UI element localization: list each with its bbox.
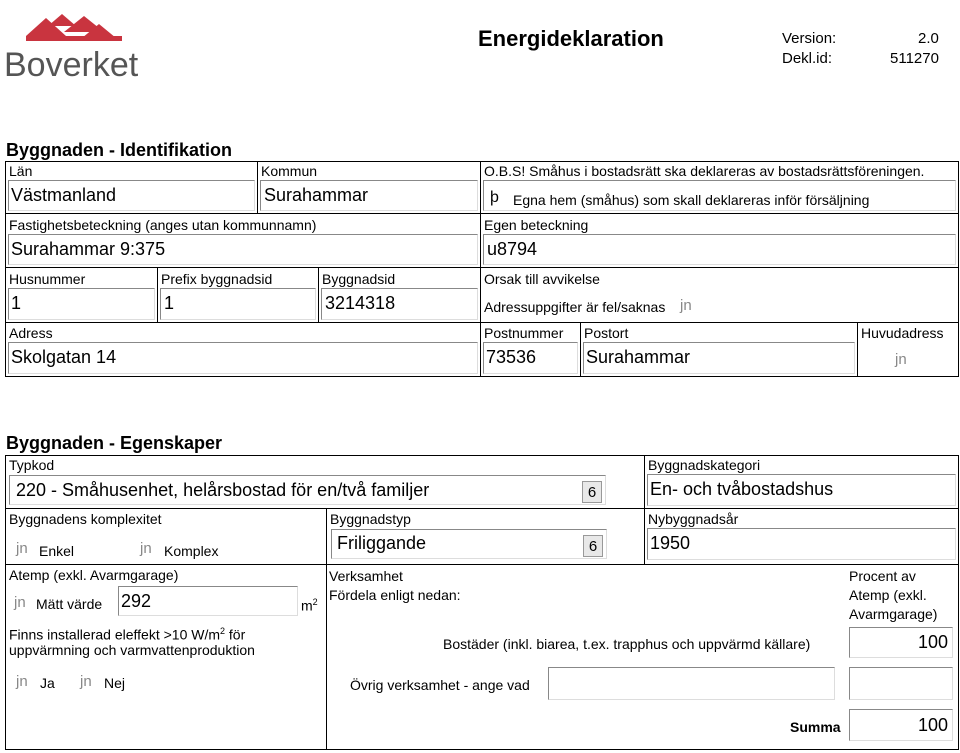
lan-value: Västmanland bbox=[11, 185, 117, 205]
husnummer-value: 1 bbox=[11, 293, 22, 313]
komplex-radio-icon[interactable]: jn bbox=[140, 540, 152, 557]
adress-value: Skolgatan 14 bbox=[11, 347, 117, 367]
nybyggnadsar-field[interactable] bbox=[647, 528, 956, 560]
matt-varde-label: Mätt värde bbox=[36, 596, 103, 612]
byggnadsid-value: 3214318 bbox=[325, 293, 396, 313]
egna-hem-checkbox-icon[interactable]: þ bbox=[490, 189, 499, 206]
egen-beteckning-label: Egen beteckning bbox=[484, 217, 589, 233]
deklid-label: Dekl.id: bbox=[782, 50, 833, 67]
enkel-label: Enkel bbox=[39, 543, 75, 559]
typkod-label: Typkod bbox=[9, 457, 55, 473]
lan-label: Län bbox=[9, 163, 33, 179]
eleffekt-line2: uppvärmning och varmvattenproduktion bbox=[9, 642, 255, 658]
ovrig-verksamhet-field[interactable] bbox=[548, 667, 835, 700]
postnummer-value: 73536 bbox=[486, 347, 537, 367]
procent-line2: Atemp (exkl. bbox=[849, 587, 927, 603]
typkod-value: 220 - Småhusenhet, helårsbostad för en/två familjer bbox=[16, 480, 430, 500]
boverket-logo bbox=[4, 4, 154, 84]
summa-value: 100 bbox=[918, 715, 949, 735]
matt-varde-radio-icon[interactable]: jn bbox=[14, 594, 26, 611]
byggnadstyp-label: Byggnadstyp bbox=[330, 511, 411, 527]
kommun-label: Kommun bbox=[261, 163, 318, 179]
ovrig-percent-field[interactable] bbox=[849, 667, 953, 700]
fordela-label: Fördela enligt nedan: bbox=[329, 587, 461, 603]
komplexitet-label: Byggnadens komplexitet bbox=[9, 511, 162, 527]
eleffekt-line1: Finns installerad eleffekt >10 $W/m^2$ för bbox=[9, 626, 246, 643]
nybyggnadsar-label: Nybyggnadsår bbox=[648, 511, 739, 527]
enkel-radio-icon[interactable]: jn bbox=[16, 540, 28, 557]
egen-beteckning-field[interactable] bbox=[483, 234, 956, 265]
kategori-label: Byggnadskategori bbox=[648, 457, 761, 473]
nej-radio-icon[interactable]: jn bbox=[80, 673, 92, 690]
identifikation-title: Byggnaden - Identifikation bbox=[6, 140, 233, 160]
typkod-dropdown-icon[interactable]: 6 bbox=[582, 481, 602, 503]
byggnadsid-label: Byggnadsid bbox=[322, 271, 396, 287]
prefix-value: 1 bbox=[164, 293, 175, 313]
huvudadress-label: Huvudadress bbox=[861, 325, 944, 341]
prefix-label: Prefix byggnadsid bbox=[161, 271, 273, 287]
adress-label: Adress bbox=[9, 325, 53, 341]
bostader-percent-value: 100 bbox=[918, 632, 949, 652]
logo-text: Boverket bbox=[4, 46, 139, 84]
kategori-value: En- och tvåbostadshus bbox=[650, 479, 834, 499]
egna-hem-text: Egna hem (småhus) som skall deklareras inför försäljning bbox=[513, 192, 870, 208]
husnummer-label: Husnummer bbox=[9, 271, 86, 287]
kommun-value: Surahammar bbox=[264, 185, 369, 205]
postort-value: Surahammar bbox=[586, 347, 691, 367]
orsak-label: Orsak till avvikelse bbox=[484, 271, 600, 287]
postnummer-label: Postnummer bbox=[484, 325, 564, 341]
version-label: Version: bbox=[782, 30, 837, 47]
obs-text: O.B.S! Småhus i bostadsrätt ska deklareras av bostadsrättsföreningen. bbox=[484, 163, 925, 179]
egen-beteckning-value: u8794 bbox=[487, 239, 538, 259]
nybyggnadsar-value: 1950 bbox=[650, 533, 691, 553]
summa-label: Summa bbox=[790, 719, 841, 735]
procent-line3: Avarmgarage) bbox=[849, 606, 938, 622]
ja-label: Ja bbox=[40, 675, 55, 691]
prefix-field[interactable] bbox=[160, 288, 316, 320]
fastighet-label: Fastighetsbeteckning (anges utan kommunnamn) bbox=[9, 217, 317, 233]
nej-label: Nej bbox=[104, 675, 126, 691]
ja-radio-icon[interactable]: jn bbox=[16, 673, 28, 690]
procent-line1: Procent av bbox=[849, 568, 916, 584]
byggnadstyp-dropdown-icon[interactable]: 6 bbox=[583, 535, 603, 557]
husnummer-field[interactable] bbox=[8, 288, 155, 320]
atemp-unit: $m^2$ bbox=[301, 597, 318, 614]
deklid-value: 511270 bbox=[890, 50, 939, 67]
page-title: Energideklaration bbox=[478, 26, 664, 51]
byggnadstyp-value: Friliggande bbox=[337, 533, 427, 553]
fastighet-value: Surahammar 9:375 bbox=[11, 239, 166, 259]
ovrig-label: Övrig verksamhet - ange vad bbox=[350, 677, 530, 693]
orsak-checkbox-icon[interactable]: jn bbox=[680, 297, 692, 314]
huvudadress-checkbox-icon[interactable]: jn bbox=[895, 351, 907, 368]
komplex-label: Komplex bbox=[164, 543, 219, 559]
verksamhet-label: Verksamhet bbox=[329, 568, 403, 584]
egenskaper-title: Byggnaden - Egenskaper bbox=[6, 433, 223, 453]
version-value: 2.0 bbox=[918, 30, 939, 47]
atemp-value: 292 bbox=[121, 591, 152, 611]
atemp-label: Atemp (exkl. Avarmgarage) bbox=[9, 567, 179, 583]
postort-label: Postort bbox=[584, 325, 629, 341]
bostader-label: Bostäder (inkl. biarea, t.ex. trapphus och uppvärmd källare) bbox=[443, 636, 811, 652]
orsak-text: Adressuppgifter är fel/saknas bbox=[484, 299, 666, 315]
